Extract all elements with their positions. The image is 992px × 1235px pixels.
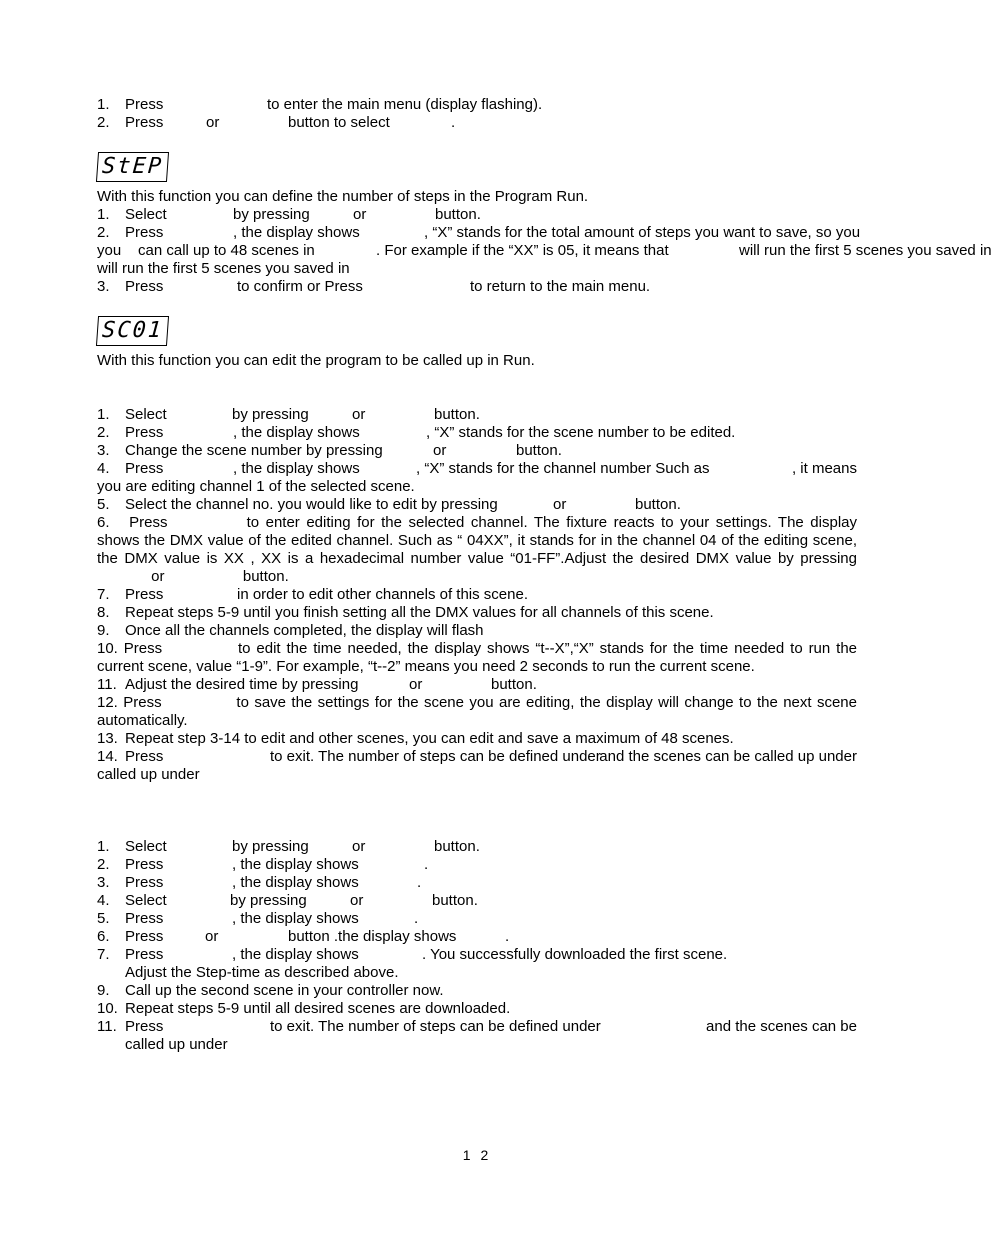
- list-item: 2. Press , the display shows , “X” stands for the total amount of steps you want to save, so you: [97, 224, 861, 241]
- item-number: 2.: [97, 114, 110, 131]
- list-item: 7. Press in order to edit other channels of this scene.: [97, 586, 529, 603]
- list-item: 3. Press to confirm or Press to return to the main menu.: [97, 278, 651, 295]
- list-item: 12. Press to save the settings for the scene you are editing, the display will change to the next scene automatically.: [97, 694, 857, 729]
- list-item: 9. Once all the channels completed, the display will flash: [97, 622, 484, 639]
- list-item: 5. Press , the display shows .: [97, 910, 419, 927]
- list-item: 1. Press to enter the main menu (display flashing).: [97, 96, 543, 113]
- list-item: 14. Press to exit. The number of steps can be defined under and the scenes can be called up under: [97, 748, 857, 765]
- step-display-icon: StEP: [96, 152, 169, 182]
- list-item: 1. Select by pressing or button.: [97, 406, 480, 423]
- list-item: 1. Select by pressing or button.: [97, 206, 481, 223]
- manual-page: [97, 96, 992, 1054]
- list-item: 8. Repeat steps 5-9 until you finish setting all the DMX values for all channels of this scene.: [97, 604, 714, 621]
- item-number: 1.: [97, 96, 110, 113]
- list-item: 13. Repeat step 3-14 to edit and other scenes, you can edit and save a maximum of 48 scenes.: [97, 730, 734, 747]
- list-item: 7. Press , the display shows . You successfully downloaded the first scene.: [97, 946, 728, 963]
- list-item: 6. Press to enter editing for the selected channel. The fixture reacts to your settings. The display shows the DMX value of the edited channel. Such as “ 04XX”, it stands for in the channel 04 of the editing scene, the DMX value is XX , XX is a hexadecimal number value “01-FF”.Adjust the desired DMX value by pressing or button.: [97, 514, 857, 585]
- list-item: 2. Press , the display shows , “X” stands for the scene number to be edited.: [97, 424, 736, 441]
- list-item: 11. Press to exit. The number of steps can be defined under and the scenes can be: [97, 1018, 857, 1035]
- list-item: 11. Adjust the desired time by pressing or button.: [97, 676, 537, 693]
- list-item: 2. Press or button to select .: [97, 114, 456, 131]
- sc01-display-icon: SC01: [96, 316, 169, 346]
- list-item-continuation: called up under: [97, 766, 200, 783]
- list-item: 3. Press , the display shows .: [97, 874, 422, 891]
- section-description: With this function you can define the number of steps in the Program Run.: [97, 188, 589, 205]
- list-item: 10. Repeat steps 5-9 until all desired scenes are downloaded.: [97, 1000, 511, 1017]
- list-item-continuation: will run the first 5 scenes you saved in: [97, 260, 350, 277]
- list-item: 9. Call up the second scene in your controller now.: [97, 982, 444, 999]
- page-number: 1 2: [462, 1147, 492, 1163]
- list-item: 5. Select the channel no. you would like to edit by pressing or button.: [97, 496, 681, 513]
- list-item: 2. Press , the display shows .: [97, 856, 429, 873]
- list-item: 4. Select by pressing or button.: [97, 892, 478, 909]
- list-item: 1. Select by pressing or button.: [97, 838, 480, 855]
- section-description: With this function you can edit the program to be called up in Run.: [97, 352, 535, 369]
- list-item-continuation: called up under: [125, 1036, 228, 1053]
- list-item: 6. Press or button .the display shows .: [97, 928, 510, 945]
- list-item: 4. Press , the display shows , “X” stands for the channel number Such as , it means: [97, 460, 857, 477]
- list-item: Adjust the Step-time as described above.: [125, 964, 399, 981]
- list-item: 3. Change the scene number by pressing or button.: [97, 442, 562, 459]
- list-item: 10. Press to edit the time needed, the display shows “t--X”,“X” stands for the time needed to run the current scene, value “1-9”. For example, “t--2” means you need 2 seconds to run the current scene.: [97, 640, 858, 675]
- list-item-continuation: you can call up to 48 scenes in . For example if the “XX” is 05, it means that will run the first 5 scenes you saved in: [97, 242, 992, 259]
- list-item-continuation: you are editing channel 1 of the selected scene.: [97, 478, 415, 495]
